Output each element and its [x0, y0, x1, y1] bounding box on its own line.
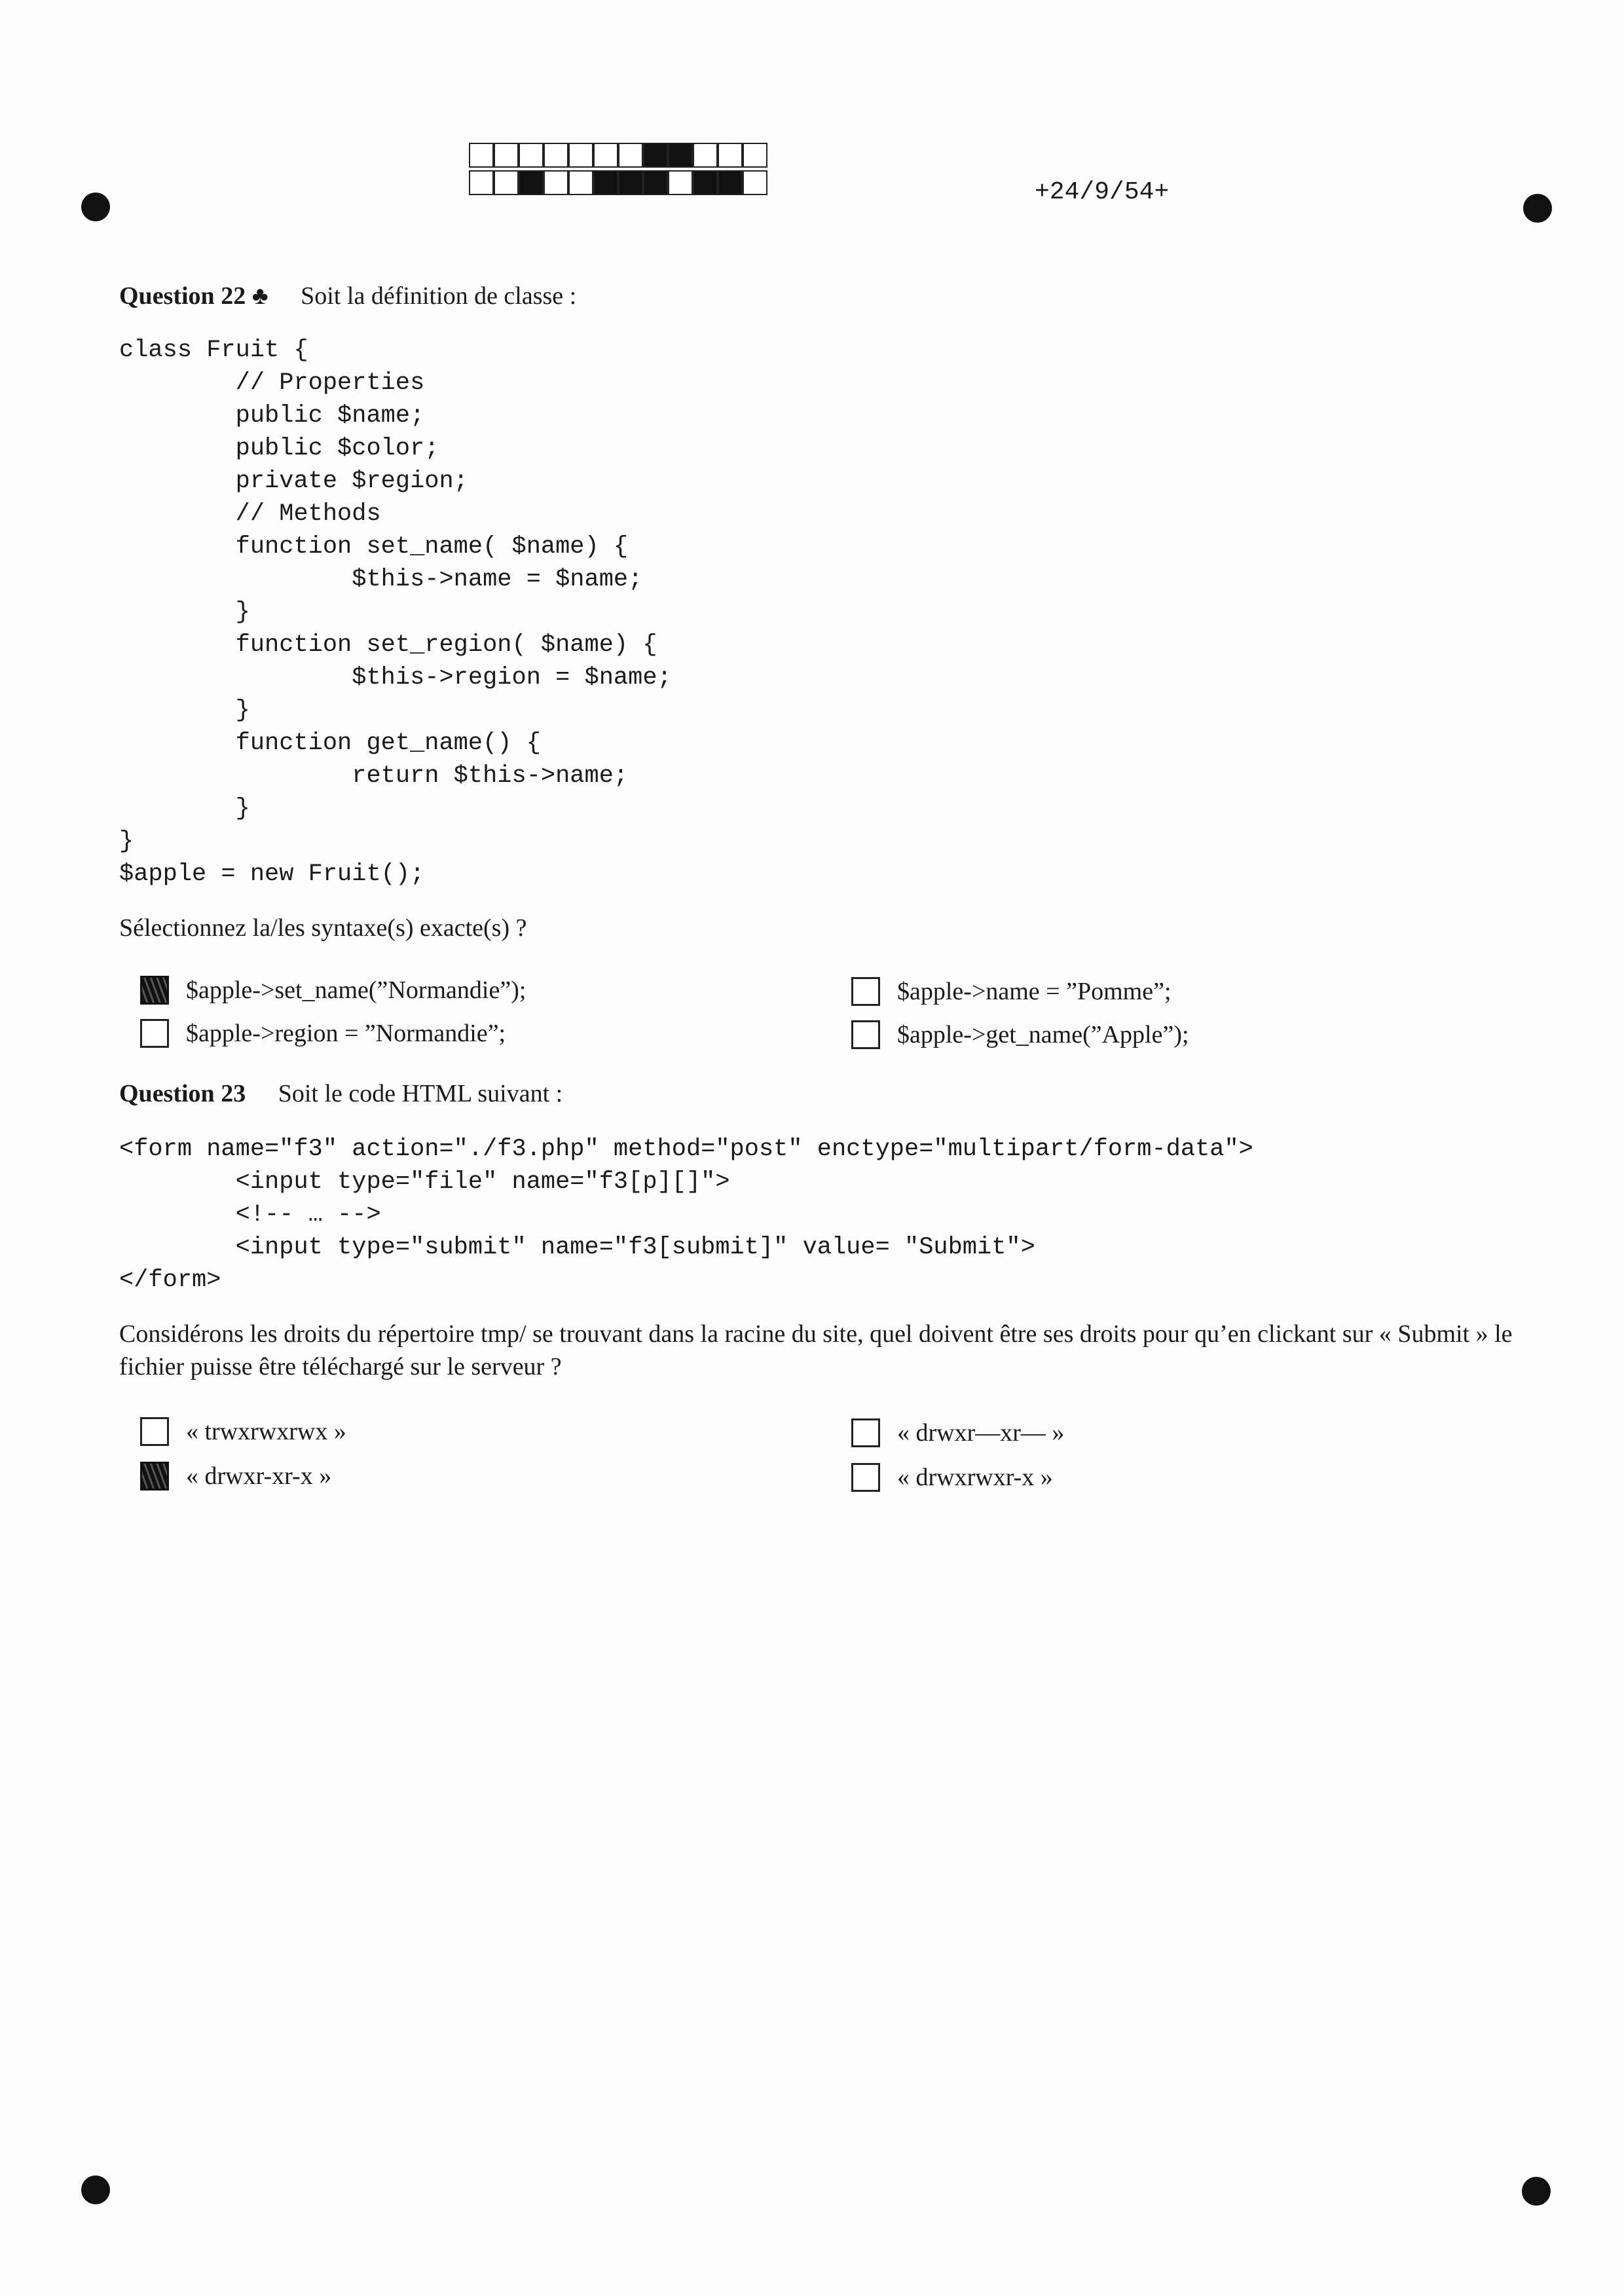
code-grid-row-1 — [469, 143, 767, 170]
question-23-label: Question 23 — [119, 1080, 246, 1107]
option-label: « drwxr-xr-x » — [186, 1462, 332, 1490]
code-cell-empty — [593, 143, 618, 168]
question-22-prompt: Sélectionnez la/les syntaxe(s) exacte(s) ? — [119, 914, 527, 942]
code-cell-filled — [643, 143, 668, 168]
code-cell-filled — [643, 170, 668, 195]
code-cell-filled — [593, 170, 618, 195]
q22-option-2[interactable] — [851, 977, 1172, 1006]
code-cell-empty — [743, 143, 767, 168]
question-23-header — [119, 1079, 563, 1108]
checkbox-checked[interactable] — [140, 1462, 169, 1491]
code-cell-filled — [718, 170, 743, 195]
code-cell-empty — [568, 170, 593, 195]
code-cell-empty — [494, 143, 519, 168]
option-label: $apple->get_name(”Apple”); — [897, 1021, 1189, 1048]
code-cell-filled — [618, 170, 643, 195]
code-cell-empty — [544, 143, 568, 168]
corner-mark-bottom-left — [81, 2176, 110, 2204]
option-label: $apple->region = ”Normandie”; — [186, 1020, 506, 1047]
question-23-intro: Soit le code HTML suivant : — [278, 1080, 563, 1107]
q23-option-2[interactable] — [851, 1418, 1064, 1447]
question-22-code: class Fruit { // Properties public $name; public $color; private $region; // Methods function set_name( $name) { $this->name = $name; } function set_region( $name) { $this->region = $name; } function get_name() { return $this->name; } } $apple = new Fruit(); — [119, 337, 672, 888]
question-23-code: <form name="f3" action="./f3.php" method="post" enctype="multipart/form-data"> <input type="file" name="f3[p][]"> <!-- … --> <input type="submit" name="f3[submit]" value= "Submit"> </form> — [119, 1136, 1253, 1294]
q23-option-3[interactable] — [140, 1462, 331, 1491]
code-cell-empty — [568, 143, 593, 168]
code-cell-empty — [494, 170, 519, 195]
question-23-prompt: Considérons les droits du répertoire tmp/ se trouvant dans la racine du site, quel doivent être ses droits pour qu’en clickant sur « Submit » le fichier puisse être téléchargé sur le serveur ? — [119, 1320, 1513, 1380]
code-cell-empty — [718, 143, 743, 168]
checkbox[interactable] — [851, 977, 880, 1006]
code-cell-filled — [668, 143, 693, 168]
page-id: +24/9/54+ — [1035, 178, 1170, 206]
q22-option-3[interactable] — [140, 1019, 506, 1048]
code-cell-empty — [519, 143, 544, 168]
option-label: « trwxrwxrwx » — [186, 1418, 346, 1445]
page-code-grid — [469, 143, 767, 198]
corner-mark-top-right — [1523, 194, 1552, 223]
checkbox[interactable] — [851, 1418, 880, 1447]
code-cell-empty — [693, 143, 718, 168]
code-cell-empty — [469, 170, 494, 195]
corner-mark-top-left — [81, 193, 110, 221]
checkbox[interactable] — [140, 1417, 169, 1446]
option-label: $apple->set_name(”Normandie”); — [186, 976, 526, 1004]
corner-mark-bottom-right — [1522, 2177, 1551, 2206]
checkbox-checked[interactable] — [140, 976, 169, 1005]
checkbox[interactable] — [851, 1463, 880, 1492]
checkbox[interactable] — [140, 1019, 169, 1048]
q23-option-1[interactable] — [140, 1417, 346, 1446]
option-label: « drwxrwxr-x » — [897, 1464, 1053, 1491]
code-cell-filled — [519, 170, 544, 195]
club-icon: ♣ — [251, 282, 268, 310]
q22-option-1[interactable] — [140, 976, 526, 1005]
question-22-intro: Soit la définition de classe : — [301, 282, 577, 310]
question-22-header — [119, 282, 576, 310]
q22-option-4[interactable] — [851, 1020, 1189, 1049]
code-cell-empty — [743, 170, 767, 195]
checkbox[interactable] — [851, 1020, 880, 1049]
question-22-label: Question 22 — [119, 282, 246, 310]
code-cell-empty — [469, 143, 494, 168]
q23-option-4[interactable] — [851, 1463, 1053, 1492]
option-label: « drwxr—xr— » — [897, 1419, 1065, 1447]
code-cell-empty — [668, 170, 693, 195]
option-label: $apple->name = ”Pomme”; — [897, 978, 1172, 1005]
code-cell-empty — [544, 170, 568, 195]
code-cell-filled — [693, 170, 718, 195]
code-cell-empty — [618, 143, 643, 168]
code-grid-row-2 — [469, 170, 767, 198]
